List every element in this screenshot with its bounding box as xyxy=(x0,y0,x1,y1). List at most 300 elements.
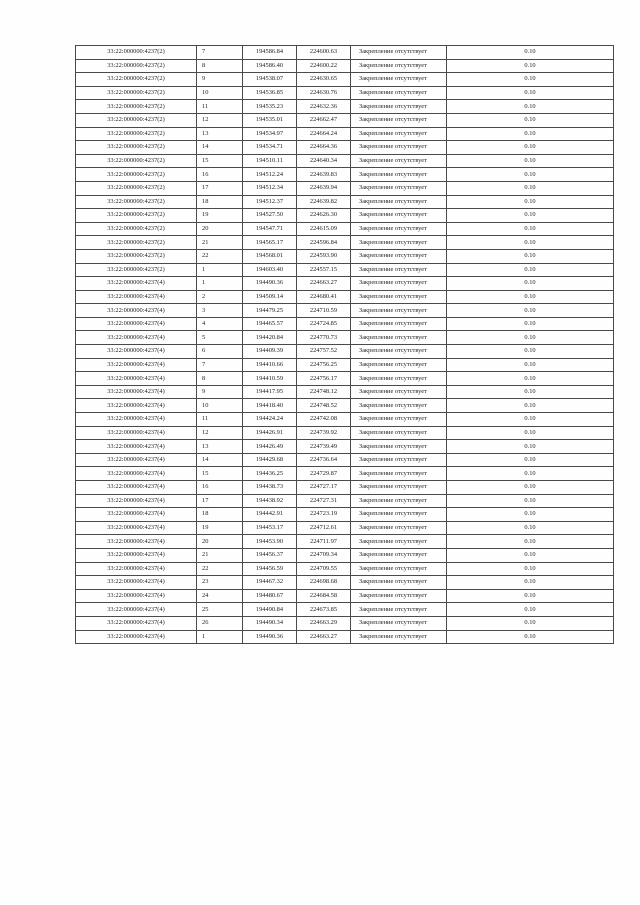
cadastral-number-cell: 33:22:000000:4237(2) xyxy=(76,209,197,223)
accuracy-cell: 0.10 xyxy=(447,236,614,250)
y-coordinate-cell: 224639.82 xyxy=(297,195,351,209)
accuracy-cell: 0.10 xyxy=(447,127,614,141)
point-number-cell: 1 xyxy=(197,263,243,277)
fixation-description-cell: Закрепление отсутствует xyxy=(351,263,447,277)
y-coordinate-cell: 224557.15 xyxy=(297,263,351,277)
table-row xyxy=(76,331,614,345)
table-row xyxy=(76,195,614,209)
fixation-description-cell: Закрепление отсутствует xyxy=(351,358,447,372)
x-coordinate-cell: 194453.17 xyxy=(243,521,297,535)
x-coordinate-cell: 194603.40 xyxy=(243,263,297,277)
point-number-cell: 7 xyxy=(197,358,243,372)
cadastral-number-cell: 33:22:000000:4237(4) xyxy=(76,535,197,549)
point-number-cell: 18 xyxy=(197,195,243,209)
point-number-cell: 22 xyxy=(197,249,243,263)
accuracy-cell: 0.10 xyxy=(447,209,614,223)
table-row xyxy=(76,453,614,467)
fixation-description-cell: Закрепление отсутствует xyxy=(351,236,447,250)
table-row xyxy=(76,304,614,318)
cadastral-number-cell: 33:22:000000:4237(2) xyxy=(76,222,197,236)
x-coordinate-cell: 194453.90 xyxy=(243,535,297,549)
accuracy-cell: 0.10 xyxy=(447,399,614,413)
table-row xyxy=(76,263,614,277)
x-coordinate-cell: 194490.34 xyxy=(243,616,297,630)
accuracy-cell: 0.10 xyxy=(447,548,614,562)
y-coordinate-cell: 224742.08 xyxy=(297,413,351,427)
table-row xyxy=(76,535,614,549)
y-coordinate-cell: 224639.94 xyxy=(297,181,351,195)
point-number-cell: 4 xyxy=(197,317,243,331)
y-coordinate-cell: 224756.25 xyxy=(297,358,351,372)
point-number-cell: 8 xyxy=(197,59,243,73)
x-coordinate-cell: 194534.97 xyxy=(243,127,297,141)
table-row xyxy=(76,385,614,399)
point-number-cell: 6 xyxy=(197,345,243,359)
point-number-cell: 10 xyxy=(197,86,243,100)
point-number-cell: 8 xyxy=(197,372,243,386)
cadastral-number-cell: 33:22:000000:4237(2) xyxy=(76,46,197,60)
x-coordinate-cell: 194565.17 xyxy=(243,236,297,250)
fixation-description-cell: Закрепление отсутствует xyxy=(351,331,447,345)
x-coordinate-cell: 194438.92 xyxy=(243,494,297,508)
table-row xyxy=(76,222,614,236)
point-number-cell: 3 xyxy=(197,304,243,318)
table-body xyxy=(76,46,614,644)
table-row xyxy=(76,589,614,603)
accuracy-cell: 0.10 xyxy=(447,249,614,263)
fixation-description-cell: Закрепление отсутствует xyxy=(351,562,447,576)
y-coordinate-cell: 224663.27 xyxy=(297,277,351,291)
x-coordinate-cell: 194418.40 xyxy=(243,399,297,413)
accuracy-cell: 0.10 xyxy=(447,508,614,522)
y-coordinate-cell: 224727.17 xyxy=(297,481,351,495)
boundary-points-table xyxy=(75,45,614,644)
y-coordinate-cell: 224748.52 xyxy=(297,399,351,413)
fixation-description-cell: Закрепление отсутствует xyxy=(351,222,447,236)
accuracy-cell: 0.10 xyxy=(447,589,614,603)
x-coordinate-cell: 194490.36 xyxy=(243,277,297,291)
cadastral-number-cell: 33:22:000000:4237(2) xyxy=(76,113,197,127)
y-coordinate-cell: 224664.36 xyxy=(297,141,351,155)
cadastral-number-cell: 33:22:000000:4237(2) xyxy=(76,195,197,209)
fixation-description-cell: Закрепление отсутствует xyxy=(351,426,447,440)
x-coordinate-cell: 194512.24 xyxy=(243,168,297,182)
cadastral-number-cell: 33:22:000000:4237(4) xyxy=(76,304,197,318)
table-row xyxy=(76,603,614,617)
y-coordinate-cell: 224680.41 xyxy=(297,290,351,304)
table-row xyxy=(76,426,614,440)
y-coordinate-cell: 224739.49 xyxy=(297,440,351,454)
fixation-description-cell: Закрепление отсутствует xyxy=(351,589,447,603)
accuracy-cell: 0.10 xyxy=(447,576,614,590)
x-coordinate-cell: 194410.59 xyxy=(243,372,297,386)
table-row xyxy=(76,494,614,508)
fixation-description-cell: Закрепление отсутствует xyxy=(351,290,447,304)
cadastral-number-cell: 33:22:000000:4237(4) xyxy=(76,358,197,372)
x-coordinate-cell: 194442.91 xyxy=(243,508,297,522)
x-coordinate-cell: 194456.37 xyxy=(243,548,297,562)
point-number-cell: 2 xyxy=(197,290,243,304)
y-coordinate-cell: 224593.90 xyxy=(297,249,351,263)
accuracy-cell: 0.10 xyxy=(447,100,614,114)
y-coordinate-cell: 224710.59 xyxy=(297,304,351,318)
x-coordinate-cell: 194568.01 xyxy=(243,249,297,263)
table-row xyxy=(76,181,614,195)
cadastral-number-cell: 33:22:000000:4237(4) xyxy=(76,562,197,576)
accuracy-cell: 0.10 xyxy=(447,413,614,427)
cadastral-number-cell: 33:22:000000:4237(4) xyxy=(76,277,197,291)
cadastral-number-cell: 33:22:000000:4237(2) xyxy=(76,73,197,87)
y-coordinate-cell: 224626.30 xyxy=(297,209,351,223)
cadastral-number-cell: 33:22:000000:4237(2) xyxy=(76,154,197,168)
accuracy-cell: 0.10 xyxy=(447,521,614,535)
x-coordinate-cell: 194547.71 xyxy=(243,222,297,236)
point-number-cell: 14 xyxy=(197,453,243,467)
cadastral-number-cell: 33:22:000000:4237(4) xyxy=(76,413,197,427)
x-coordinate-cell: 194586.40 xyxy=(243,59,297,73)
cadastral-number-cell: 33:22:000000:4237(2) xyxy=(76,236,197,250)
point-number-cell: 13 xyxy=(197,440,243,454)
point-number-cell: 12 xyxy=(197,426,243,440)
cadastral-number-cell: 33:22:000000:4237(4) xyxy=(76,345,197,359)
fixation-description-cell: Закрепление отсутствует xyxy=(351,181,447,195)
cadastral-number-cell: 33:22:000000:4237(2) xyxy=(76,168,197,182)
table-row xyxy=(76,46,614,60)
point-number-cell: 9 xyxy=(197,385,243,399)
point-number-cell: 25 xyxy=(197,603,243,617)
x-coordinate-cell: 194420.84 xyxy=(243,331,297,345)
table-row xyxy=(76,576,614,590)
y-coordinate-cell: 224640.34 xyxy=(297,154,351,168)
cadastral-number-cell: 33:22:000000:4237(4) xyxy=(76,481,197,495)
y-coordinate-cell: 224712.61 xyxy=(297,521,351,535)
fixation-description-cell: Закрепление отсутствует xyxy=(351,603,447,617)
accuracy-cell: 0.10 xyxy=(447,440,614,454)
point-number-cell: 20 xyxy=(197,535,243,549)
accuracy-cell: 0.10 xyxy=(447,426,614,440)
cadastral-number-cell: 33:22:000000:4237(4) xyxy=(76,508,197,522)
x-coordinate-cell: 194409.39 xyxy=(243,345,297,359)
accuracy-cell: 0.10 xyxy=(447,481,614,495)
cadastral-number-cell: 33:22:000000:4237(4) xyxy=(76,494,197,508)
table-row xyxy=(76,399,614,413)
table-row xyxy=(76,616,614,630)
x-coordinate-cell: 194465.57 xyxy=(243,317,297,331)
y-coordinate-cell: 224662.47 xyxy=(297,113,351,127)
table-row xyxy=(76,413,614,427)
table-row xyxy=(76,521,614,535)
table-row xyxy=(76,290,614,304)
fixation-description-cell: Закрепление отсутствует xyxy=(351,548,447,562)
x-coordinate-cell: 194490.84 xyxy=(243,603,297,617)
point-number-cell: 23 xyxy=(197,576,243,590)
fixation-description-cell: Закрепление отсутствует xyxy=(351,413,447,427)
cadastral-number-cell: 33:22:000000:4237(4) xyxy=(76,616,197,630)
cadastral-number-cell: 33:22:000000:4237(4) xyxy=(76,331,197,345)
y-coordinate-cell: 224615.09 xyxy=(297,222,351,236)
cadastral-number-cell: 33:22:000000:4237(2) xyxy=(76,249,197,263)
table-row xyxy=(76,59,614,73)
accuracy-cell: 0.10 xyxy=(447,277,614,291)
cadastral-number-cell: 33:22:000000:4237(4) xyxy=(76,440,197,454)
table-row xyxy=(76,562,614,576)
accuracy-cell: 0.10 xyxy=(447,467,614,481)
point-number-cell: 19 xyxy=(197,209,243,223)
point-number-cell: 17 xyxy=(197,494,243,508)
x-coordinate-cell: 194436.25 xyxy=(243,467,297,481)
y-coordinate-cell: 224770.73 xyxy=(297,331,351,345)
y-coordinate-cell: 224724.85 xyxy=(297,317,351,331)
y-coordinate-cell: 224684.58 xyxy=(297,589,351,603)
x-coordinate-cell: 194527.50 xyxy=(243,209,297,223)
fixation-description-cell: Закрепление отсутствует xyxy=(351,73,447,87)
table-row xyxy=(76,345,614,359)
accuracy-cell: 0.10 xyxy=(447,535,614,549)
accuracy-cell: 0.10 xyxy=(447,331,614,345)
y-coordinate-cell: 224748.12 xyxy=(297,385,351,399)
x-coordinate-cell: 194426.49 xyxy=(243,440,297,454)
fixation-description-cell: Закрепление отсутствует xyxy=(351,86,447,100)
point-number-cell: 19 xyxy=(197,521,243,535)
table-row xyxy=(76,113,614,127)
table-row xyxy=(76,154,614,168)
x-coordinate-cell: 194429.68 xyxy=(243,453,297,467)
fixation-description-cell: Закрепление отсутствует xyxy=(351,508,447,522)
point-number-cell: 7 xyxy=(197,46,243,60)
point-number-cell: 22 xyxy=(197,562,243,576)
x-coordinate-cell: 194467.32 xyxy=(243,576,297,590)
point-number-cell: 17 xyxy=(197,181,243,195)
point-number-cell: 15 xyxy=(197,154,243,168)
cadastral-number-cell: 33:22:000000:4237(2) xyxy=(76,141,197,155)
accuracy-cell: 0.10 xyxy=(447,222,614,236)
accuracy-cell: 0.10 xyxy=(447,372,614,386)
table-row xyxy=(76,481,614,495)
x-coordinate-cell: 194438.73 xyxy=(243,481,297,495)
point-number-cell: 11 xyxy=(197,413,243,427)
fixation-description-cell: Закрепление отсутствует xyxy=(351,616,447,630)
accuracy-cell: 0.10 xyxy=(447,113,614,127)
point-number-cell: 13 xyxy=(197,127,243,141)
x-coordinate-cell: 194538.07 xyxy=(243,73,297,87)
accuracy-cell: 0.10 xyxy=(447,195,614,209)
x-coordinate-cell: 194426.91 xyxy=(243,426,297,440)
y-coordinate-cell: 224673.85 xyxy=(297,603,351,617)
y-coordinate-cell: 224757.52 xyxy=(297,345,351,359)
x-coordinate-cell: 194512.34 xyxy=(243,181,297,195)
fixation-description-cell: Закрепление отсутствует xyxy=(351,277,447,291)
accuracy-cell: 0.10 xyxy=(447,181,614,195)
cadastral-number-cell: 33:22:000000:4237(2) xyxy=(76,181,197,195)
x-coordinate-cell: 194536.85 xyxy=(243,86,297,100)
fixation-description-cell: Закрепление отсутствует xyxy=(351,209,447,223)
y-coordinate-cell: 224756.17 xyxy=(297,372,351,386)
y-coordinate-cell: 224664.24 xyxy=(297,127,351,141)
point-number-cell: 21 xyxy=(197,548,243,562)
fixation-description-cell: Закрепление отсутствует xyxy=(351,481,447,495)
x-coordinate-cell: 194456.59 xyxy=(243,562,297,576)
accuracy-cell: 0.10 xyxy=(447,304,614,318)
table-row xyxy=(76,127,614,141)
point-number-cell: 11 xyxy=(197,100,243,114)
y-coordinate-cell: 224739.92 xyxy=(297,426,351,440)
table-row xyxy=(76,467,614,481)
fixation-description-cell: Закрепление отсутствует xyxy=(351,304,447,318)
x-coordinate-cell: 194534.71 xyxy=(243,141,297,155)
cadastral-number-cell: 33:22:000000:4237(4) xyxy=(76,467,197,481)
point-number-cell: 21 xyxy=(197,236,243,250)
fixation-description-cell: Закрепление отсутствует xyxy=(351,440,447,454)
accuracy-cell: 0.10 xyxy=(447,86,614,100)
cadastral-number-cell: 33:22:000000:4237(4) xyxy=(76,576,197,590)
accuracy-cell: 0.10 xyxy=(447,345,614,359)
point-number-cell: 1 xyxy=(197,277,243,291)
accuracy-cell: 0.10 xyxy=(447,385,614,399)
table-row xyxy=(76,317,614,331)
accuracy-cell: 0.10 xyxy=(447,154,614,168)
x-coordinate-cell: 194510.11 xyxy=(243,154,297,168)
y-coordinate-cell: 224709.34 xyxy=(297,548,351,562)
y-coordinate-cell: 224736.64 xyxy=(297,453,351,467)
fixation-description-cell: Закрепление отсутствует xyxy=(351,630,447,644)
fixation-description-cell: Закрепление отсутствует xyxy=(351,521,447,535)
point-number-cell: 1 xyxy=(197,630,243,644)
fixation-description-cell: Закрепление отсутствует xyxy=(351,494,447,508)
y-coordinate-cell: 224630.65 xyxy=(297,73,351,87)
point-number-cell: 18 xyxy=(197,508,243,522)
accuracy-cell: 0.10 xyxy=(447,46,614,60)
table-row xyxy=(76,73,614,87)
y-coordinate-cell: 224698.68 xyxy=(297,576,351,590)
x-coordinate-cell: 194512.37 xyxy=(243,195,297,209)
fixation-description-cell: Закрепление отсутствует xyxy=(351,399,447,413)
cadastral-number-cell: 33:22:000000:4237(4) xyxy=(76,630,197,644)
x-coordinate-cell: 194535.23 xyxy=(243,100,297,114)
fixation-description-cell: Закрепление отсутствует xyxy=(351,100,447,114)
point-number-cell: 16 xyxy=(197,168,243,182)
y-coordinate-cell: 224596.84 xyxy=(297,236,351,250)
accuracy-cell: 0.10 xyxy=(447,59,614,73)
fixation-description-cell: Закрепление отсутствует xyxy=(351,345,447,359)
table-row xyxy=(76,277,614,291)
fixation-description-cell: Закрепление отсутствует xyxy=(351,453,447,467)
fixation-description-cell: Закрепление отсутствует xyxy=(351,154,447,168)
point-number-cell: 26 xyxy=(197,616,243,630)
table-row xyxy=(76,440,614,454)
accuracy-cell: 0.10 xyxy=(447,263,614,277)
fixation-description-cell: Закрепление отсутствует xyxy=(351,59,447,73)
accuracy-cell: 0.10 xyxy=(447,358,614,372)
y-coordinate-cell: 224639.83 xyxy=(297,168,351,182)
y-coordinate-cell: 224723.19 xyxy=(297,508,351,522)
y-coordinate-cell: 224711.97 xyxy=(297,535,351,549)
fixation-description-cell: Закрепление отсутствует xyxy=(351,372,447,386)
cadastral-number-cell: 33:22:000000:4237(2) xyxy=(76,127,197,141)
table-row xyxy=(76,358,614,372)
cadastral-number-cell: 33:22:000000:4237(4) xyxy=(76,589,197,603)
accuracy-cell: 0.10 xyxy=(447,616,614,630)
cadastral-number-cell: 33:22:000000:4237(2) xyxy=(76,100,197,114)
table-row xyxy=(76,209,614,223)
cadastral-number-cell: 33:22:000000:4237(4) xyxy=(76,521,197,535)
cadastral-number-cell: 33:22:000000:4237(4) xyxy=(76,426,197,440)
point-number-cell: 9 xyxy=(197,73,243,87)
accuracy-cell: 0.10 xyxy=(447,317,614,331)
table-row xyxy=(76,548,614,562)
accuracy-cell: 0.10 xyxy=(447,630,614,644)
fixation-description-cell: Закрепление отсутствует xyxy=(351,317,447,331)
accuracy-cell: 0.10 xyxy=(447,494,614,508)
x-coordinate-cell: 194480.67 xyxy=(243,589,297,603)
x-coordinate-cell: 194509.14 xyxy=(243,290,297,304)
point-number-cell: 24 xyxy=(197,589,243,603)
x-coordinate-cell: 194424.24 xyxy=(243,413,297,427)
cadastral-number-cell: 33:22:000000:4237(4) xyxy=(76,453,197,467)
cadastral-number-cell: 33:22:000000:4237(4) xyxy=(76,548,197,562)
cadastral-number-cell: 33:22:000000:4237(2) xyxy=(76,263,197,277)
fixation-description-cell: Закрепление отсутствует xyxy=(351,576,447,590)
cadastral-number-cell: 33:22:000000:4237(4) xyxy=(76,603,197,617)
fixation-description-cell: Закрепление отсутствует xyxy=(351,195,447,209)
accuracy-cell: 0.10 xyxy=(447,453,614,467)
x-coordinate-cell: 194490.36 xyxy=(243,630,297,644)
fixation-description-cell: Закрепление отсутствует xyxy=(351,46,447,60)
point-number-cell: 10 xyxy=(197,399,243,413)
fixation-description-cell: Закрепление отсутствует xyxy=(351,385,447,399)
table-row xyxy=(76,372,614,386)
accuracy-cell: 0.10 xyxy=(447,603,614,617)
cadastral-number-cell: 33:22:000000:4237(4) xyxy=(76,372,197,386)
fixation-description-cell: Закрепление отсутствует xyxy=(351,141,447,155)
accuracy-cell: 0.10 xyxy=(447,141,614,155)
x-coordinate-cell: 194535.01 xyxy=(243,113,297,127)
table-row xyxy=(76,86,614,100)
y-coordinate-cell: 224632.36 xyxy=(297,100,351,114)
y-coordinate-cell: 224727.31 xyxy=(297,494,351,508)
table-row xyxy=(76,236,614,250)
cadastral-number-cell: 33:22:000000:4237(4) xyxy=(76,317,197,331)
y-coordinate-cell: 224663.27 xyxy=(297,630,351,644)
point-number-cell: 14 xyxy=(197,141,243,155)
x-coordinate-cell: 194410.66 xyxy=(243,358,297,372)
point-number-cell: 15 xyxy=(197,467,243,481)
point-number-cell: 16 xyxy=(197,481,243,495)
x-coordinate-cell: 194586.84 xyxy=(243,46,297,60)
table-row xyxy=(76,168,614,182)
cadastral-number-cell: 33:22:000000:4237(2) xyxy=(76,59,197,73)
y-coordinate-cell: 224663.29 xyxy=(297,616,351,630)
accuracy-cell: 0.10 xyxy=(447,290,614,304)
fixation-description-cell: Закрепление отсутствует xyxy=(351,249,447,263)
y-coordinate-cell: 224709.55 xyxy=(297,562,351,576)
table-row xyxy=(76,630,614,644)
accuracy-cell: 0.10 xyxy=(447,73,614,87)
fixation-description-cell: Закрепление отсутствует xyxy=(351,127,447,141)
accuracy-cell: 0.10 xyxy=(447,168,614,182)
cadastral-number-cell: 33:22:000000:4237(2) xyxy=(76,86,197,100)
y-coordinate-cell: 224600.63 xyxy=(297,46,351,60)
table-row xyxy=(76,141,614,155)
fixation-description-cell: Закрепление отсутствует xyxy=(351,467,447,481)
table-row xyxy=(76,100,614,114)
point-number-cell: 12 xyxy=(197,113,243,127)
cadastral-number-cell: 33:22:000000:4237(4) xyxy=(76,290,197,304)
x-coordinate-cell: 194417.95 xyxy=(243,385,297,399)
fixation-description-cell: Закрепление отсутствует xyxy=(351,113,447,127)
cadastral-number-cell: 33:22:000000:4237(4) xyxy=(76,385,197,399)
table-row xyxy=(76,249,614,263)
y-coordinate-cell: 224729.87 xyxy=(297,467,351,481)
